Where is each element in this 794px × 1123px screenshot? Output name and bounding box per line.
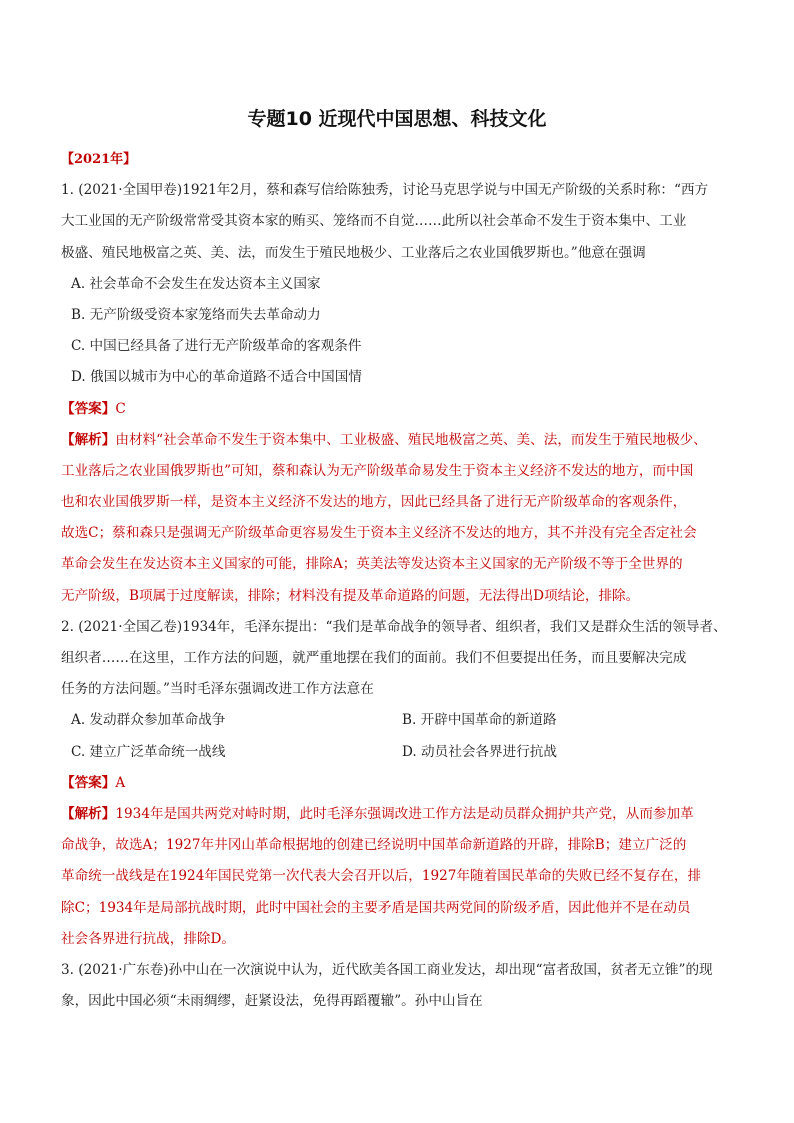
- answer-label: 【答案】: [61, 400, 116, 417]
- analysis-line: 无产阶级，B项属于过度解读，排除；材料没有提及革命道路的问题，无法得出D项结论，排除。: [61, 587, 640, 604]
- section-heading-2021: 【2021年】: [61, 152, 137, 167]
- option-c: C. 中国已经具备了进行无产阶级革命的客观条件: [71, 338, 362, 355]
- answer-value: A: [115, 774, 126, 791]
- analysis-text: 由材料“社会革命不发生于资本集中、工业极盛、殖民地极富之英、美、法，而发生于殖民地极少、: [115, 431, 707, 448]
- analysis-line: 除C；1934年是局部抗战时期，此时中国社会的主要矛盾是国共两党间的阶级矛盾，因此他并不是在动员: [61, 899, 691, 916]
- analysis-line: 故选C；蔡和森只是强调无产阶级革命更容易发生于资本主义经济不发达的地方，其不并没有完全否定社会: [61, 525, 697, 542]
- answer-label: 【答案】: [61, 774, 116, 791]
- option-b: B. 无产阶级受资本家笼络而失去革命动力: [71, 306, 321, 323]
- option-b: B. 开辟中国革命的新道路: [402, 712, 557, 729]
- analysis-line: [61, 425, 733, 456]
- question-stem-line: 1. (2021·全国甲卷)1921年2月，蔡和森写信给陈独秀，讨论马克思学说与中国无产阶级的关系时称：“西方: [61, 182, 709, 199]
- analysis-line: 社会各界进行抗战，排除D。: [61, 930, 236, 947]
- question-stem-line: 2. (2021·全国乙卷)1934年，毛泽东提出：“我们是革命战争的领导者、组织者，我们又是群众生活的领导者、: [61, 618, 727, 635]
- analysis-text: 1934年是国共两党对峙时期，此时毛泽东强调改进工作方法是动员群众拥护共产党，从而参加革: [115, 805, 694, 822]
- question-stem-line: 大工业国的无产阶级常常受其资本家的贿买、笼络而不自觉……此所以社会革命不发生于资本集中、工业: [61, 213, 687, 230]
- analysis-line: [61, 799, 733, 830]
- analysis-line: 也和农业国俄罗斯一样，是资本主义经济不发达的地方，因此已经具备了进行无产阶级革命的客观条件，: [61, 494, 687, 511]
- document-title: 专题10 近现代中国思想、科技文化: [247, 108, 547, 130]
- question-3: [61, 955, 733, 1017]
- question-1: [61, 175, 733, 612]
- answer-line: [61, 394, 733, 425]
- analysis-line: 革命统一战线是在1924年国民党第一次代表大会召开以后，1927年随着国民革命的失败已经不复存在，排: [61, 868, 702, 885]
- options-row: [61, 705, 733, 736]
- option-a: A. 发动群众参加革命战争: [71, 712, 226, 729]
- answer-line: [61, 768, 733, 799]
- option-a: A. 社会革命不会发生在发达资本主义国家: [71, 275, 321, 292]
- option-d: D. 动员社会各界进行抗战: [402, 743, 557, 760]
- question-stem-line: 象，因此中国必须“未雨绸缪，赶紧设法，免得再蹈覆辙”。孙中山旨在: [61, 993, 483, 1010]
- question-2: [61, 612, 733, 955]
- options-row: [61, 737, 733, 768]
- option-c: C. 建立广泛革命统一战线: [71, 743, 226, 760]
- analysis-label: 【解析】: [61, 431, 116, 448]
- analysis-line: 命战争，故选A；1927年井冈山革命根据地的创建已经说明中国革命新道路的开辟，排除B；建立广泛的: [61, 837, 687, 854]
- analysis-line: 革命会发生在发达资本主义国家的可能，排除A；英美法等发达资本主义国家的无产阶级不等于全世界的: [61, 556, 683, 573]
- question-stem-line: 组织者……在这里，工作方法的问题，就严重地摆在我们的面前。我们不但要提出任务，而且要解决完成: [61, 650, 687, 666]
- question-stem-line: 任务的方法问题。”当时毛泽东强调改进工作方法意在: [61, 681, 374, 698]
- document-content: [61, 144, 733, 1017]
- option-d: D. 俄国以城市为中心的革命道路不适合中国国情: [71, 369, 362, 386]
- analysis-line: 工业落后之农业国俄罗斯也”可知，蔡和森认为无产阶级革命易发生于资本主义经济不发达的地方，而中国: [61, 462, 694, 479]
- question-stem-line: 3. (2021·广东卷)孙中山在一次演说中认为，近代欧美各国工商业发达，却出现“富者敌国，贫者无立锥”的现: [61, 961, 713, 978]
- analysis-label: 【解析】: [61, 805, 116, 822]
- question-stem-line: 极盛、殖民地极富之英、美、法，而发生于殖民地极少、工业落后之农业国俄罗斯也。”他意在强调: [61, 244, 646, 261]
- answer-value: C: [115, 400, 126, 417]
